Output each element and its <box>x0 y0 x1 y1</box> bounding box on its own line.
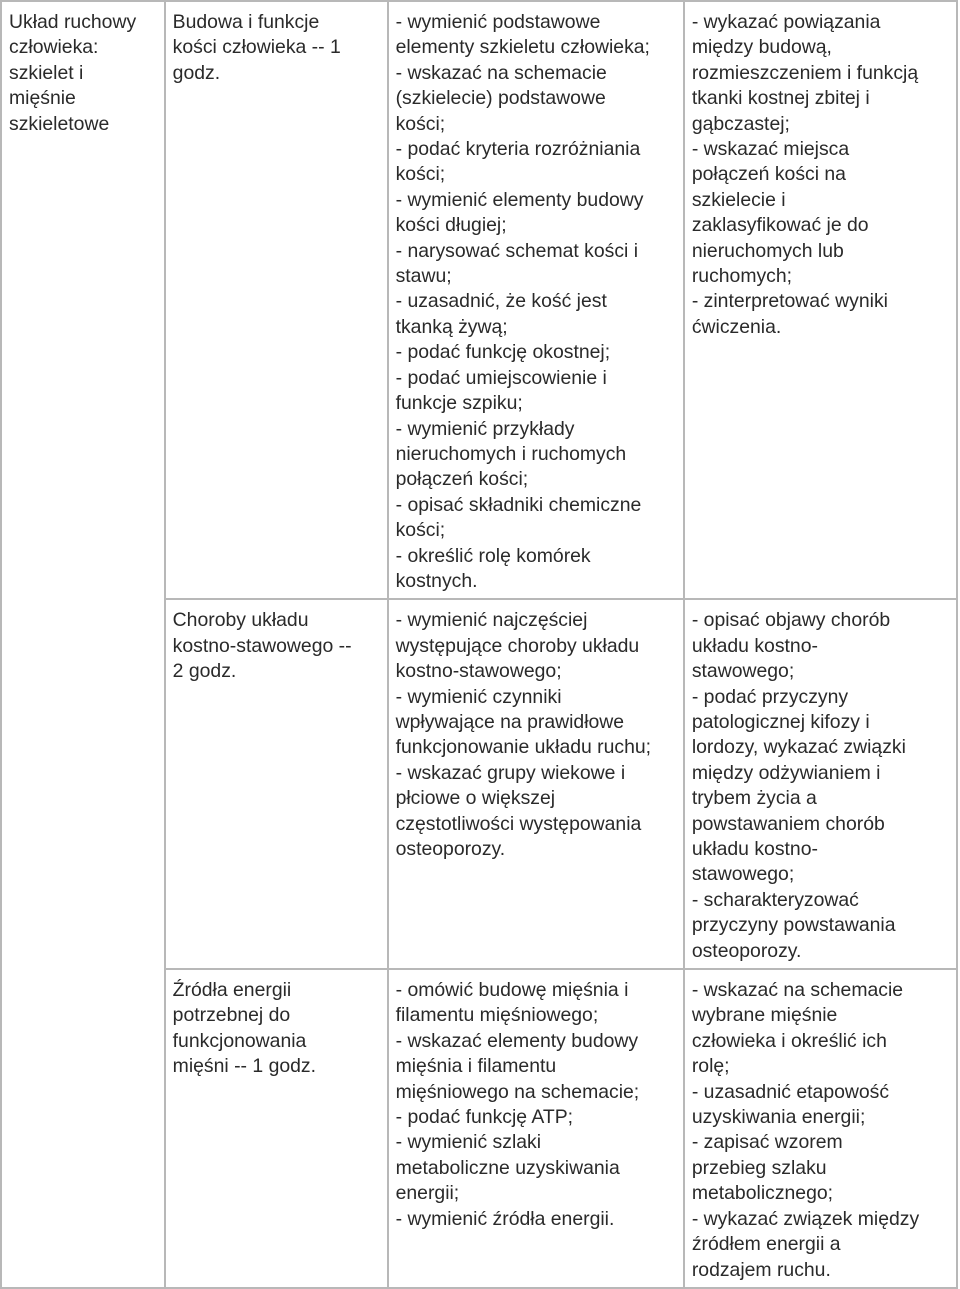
text-line: tkanką żywą; <box>395 315 508 338</box>
text-line: wpływające na prawidłowe <box>395 710 625 733</box>
text-line: - wymienić czynniki <box>395 685 562 708</box>
topic-cell <box>165 969 388 1288</box>
text-line: człowieka i określić ich <box>691 1029 887 1052</box>
text-line: przyczyny powstawania <box>691 914 896 937</box>
text-line: elementy szkieletu człowieka; <box>395 36 650 59</box>
text-line: kostnych. <box>395 569 478 592</box>
text-line: płciowe o większej <box>395 787 556 810</box>
text-line: - podać funkcję ATP; <box>395 1106 574 1129</box>
text-line: kostno-stawowego -- <box>172 634 352 657</box>
text-line: połączeń kości na <box>691 163 846 186</box>
text-line: - podać przyczyny <box>691 685 849 708</box>
text-line: - opisać składniki chemiczne <box>395 493 642 516</box>
text-line: - opisać objawy chorób <box>691 609 891 632</box>
text-line: funkcjonowanie układu ruchu; <box>395 736 652 759</box>
text-line: - uzasadnić, że kość jest <box>395 290 607 313</box>
text-line: przebieg szlaku <box>691 1156 827 1179</box>
text-line: Układ ruchowy <box>9 11 137 33</box>
text-line: szkieletowe <box>9 112 110 135</box>
text-line: filamentu mięśniowego; <box>395 1004 599 1027</box>
text-line: energii; <box>395 1182 460 1205</box>
text-line: - podać funkcję okostnej; <box>395 341 611 364</box>
extended-requirements-cell <box>684 1 957 599</box>
text-line: - podać kryteria rozróżniania <box>395 138 641 161</box>
text-line: ćwiczenia. <box>691 315 782 338</box>
text-line: - wymienić elementy budowy <box>395 188 644 211</box>
topic-cell <box>165 599 388 969</box>
text-line: szkielecie i <box>691 188 786 211</box>
text-line: kości; <box>395 163 446 186</box>
text-line: źródłem energii a <box>691 1233 841 1256</box>
text-line: częstotliwości występowania <box>395 812 642 835</box>
text-line: - określić rolę komórek <box>395 544 591 567</box>
text-line: wybrane mięśnie <box>691 1004 838 1027</box>
text-line: - wskazać na schemacie <box>691 979 904 1002</box>
text-line: (szkielecie) podstawowe <box>395 87 606 110</box>
text-line: stawu; <box>395 265 452 288</box>
text-line: - omówić budowę mięśnia i <box>395 979 629 1002</box>
text-line: Budowa i funkcje <box>172 11 320 33</box>
text-line: godz. <box>172 61 221 84</box>
basic-requirements-cell <box>388 969 684 1288</box>
text-line: kości człowieka -- 1 <box>172 36 341 59</box>
text-line: Choroby układu <box>172 609 309 632</box>
text-line: - wykazać związek między <box>691 1207 920 1230</box>
table-row <box>1 1 957 599</box>
text-line: mięśnie <box>9 87 76 110</box>
text-line: kości; <box>395 519 446 542</box>
text-line: - zinterpretować wyniki <box>691 290 888 313</box>
text-line: szkielet i <box>9 61 84 84</box>
topic-cell <box>165 1 388 599</box>
text-line: patologicznej kifozy i <box>691 710 870 733</box>
text-line: stawowego; <box>691 863 795 886</box>
text-line: między budową, <box>691 36 832 59</box>
text-line: - wskazać na schemacie <box>395 61 607 84</box>
text-line: - wskazać grupy wiekowe i <box>395 761 626 784</box>
text-line: - zapisać wzorem <box>691 1131 843 1154</box>
text-line: funkcjonowania <box>172 1029 307 1052</box>
text-line: metabolicznego; <box>691 1182 834 1205</box>
text-line: nieruchomych lub <box>691 239 844 262</box>
text-line: - wskazać elementy budowy <box>395 1029 639 1052</box>
text-line: rodzajem ruchu. <box>691 1258 831 1281</box>
text-line: osteoporozy. <box>691 939 802 962</box>
text-line: występujące choroby układu <box>395 634 640 657</box>
text-line: - wymienić najczęściej <box>395 609 588 632</box>
text-line: układu kostno- <box>691 634 818 657</box>
text-line: metaboliczne uzyskiwania <box>395 1156 620 1179</box>
section-title-cell <box>1 1 165 1288</box>
extended-requirements-cell <box>684 599 957 969</box>
text-line: potrzebnej do <box>172 1004 291 1027</box>
text-line: człowieka: <box>9 36 99 59</box>
basic-requirements-cell <box>388 599 684 969</box>
text-line: układu kostno- <box>691 838 818 860</box>
text-line: połączeń kości; <box>395 468 529 491</box>
text-line: - scharakteryzować <box>691 888 859 911</box>
text-line: - wymienić przykłady <box>395 417 575 440</box>
text-line: uzyskiwania energii; <box>691 1106 866 1129</box>
text-line: mięśniowego na schemacie; <box>395 1080 640 1103</box>
text-line: ruchomych; <box>691 265 793 288</box>
text-line: - narysować schemat kości i <box>395 239 639 262</box>
text-line: nieruchomych i ruchomych <box>395 442 627 465</box>
basic-requirements-cell <box>388 1 684 599</box>
text-line: - uzasadnić etapowość <box>691 1080 890 1103</box>
text-line: - wymienić podstawowe <box>395 11 601 33</box>
text-line: stawowego; <box>691 660 795 683</box>
text-line: rolę; <box>691 1055 730 1078</box>
text-line: - wymienić źródła energii. <box>395 1207 615 1230</box>
text-line: gąbczastej; <box>691 112 790 135</box>
text-line: powstawaniem chorób <box>691 812 885 835</box>
text-line: kostno-stawowego; <box>395 660 562 683</box>
text-line: kości; <box>395 112 446 135</box>
text-line: funkcje szpiku; <box>395 392 523 415</box>
text-line: trybem życia a <box>691 787 817 810</box>
text-line: między odżywianiem i <box>691 761 881 784</box>
extended-requirements-cell <box>684 969 957 1288</box>
text-line: - wymienić szlaki <box>395 1131 542 1154</box>
text-line: kości długiej; <box>395 214 507 237</box>
text-line: zaklasyfikować je do <box>691 214 869 237</box>
text-line: mięśnia i filamentu <box>395 1055 557 1078</box>
text-line: rozmieszczeniem i funkcją <box>691 61 919 84</box>
text-line: mięśni -- 1 godz. <box>172 1055 316 1078</box>
text-line: 2 godz. <box>172 660 237 683</box>
text-line: - podać umiejscowienie i <box>395 366 607 389</box>
text-line: - wskazać miejsca <box>691 138 850 161</box>
text-line: Źródła energii <box>172 979 292 1002</box>
text-line: tkanki kostnej zbitej i <box>691 87 870 110</box>
text-line: lordozy, wykazać związki <box>691 736 906 759</box>
text-line: - wykazać powiązania <box>691 11 881 33</box>
text-line: osteoporozy. <box>395 838 506 860</box>
